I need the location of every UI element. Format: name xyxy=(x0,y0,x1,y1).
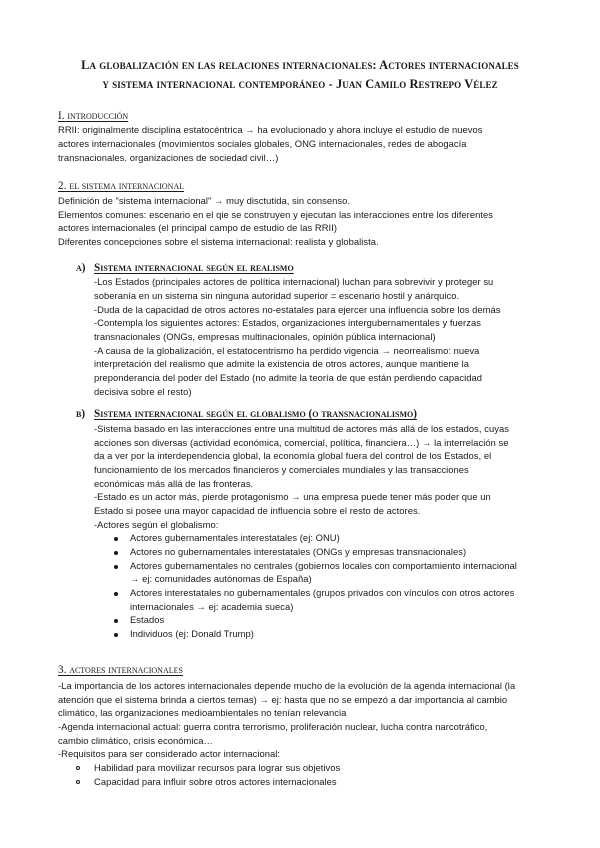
text-line: transnacionales. organizaciones de sociedad civil…) xyxy=(58,152,279,163)
list-item: Capacidad para influir sobre otros actores internacionales xyxy=(94,776,337,787)
text-line: -Requisitos para ser considerado actor internacional: xyxy=(58,748,281,759)
title-line-1: La globalización en las relaciones internacionales: Actores internacionales xyxy=(81,58,519,72)
list-item-continuation: internacionales → ej: academia sueca) xyxy=(130,601,294,612)
subsection-a-label: a) xyxy=(76,262,86,274)
bullet-icon xyxy=(114,633,118,637)
text-line: RRII: originalmente disciplina estatocéntrica → ha evolucionado y ahora incluye el estudio de nuevos xyxy=(58,124,483,135)
text-line: -Agenda internacional actual: guerra contra terrorismo, proliferación nuclear, lucha contra narcotráfico, xyxy=(58,721,488,732)
bullet-icon xyxy=(114,619,118,623)
subsection-b-title: Sistema internacional según el globalismo (o transnacionalismo) xyxy=(94,408,417,420)
text-line: interpretación del realismo que admite la existencia de otros actores, aunque mantiene la xyxy=(94,358,469,369)
text-line: da a ver por la interdependencia global, la economía global fuera del control de los Estados, el xyxy=(94,450,492,461)
text-line: transnacionales (ONGs, empresas multinacionales, opinión pública internacional) xyxy=(94,331,436,342)
text-line: actores internacionales (el principal campo de estudio de las RRII) xyxy=(58,222,338,233)
bullet-icon xyxy=(114,565,118,569)
text-line: -Actores según el globalismo: xyxy=(94,519,219,530)
bullet-icon xyxy=(114,537,118,541)
list-item-continuation: → ej: comunidades autónomas de España) xyxy=(130,573,312,584)
bullet-icon xyxy=(114,592,118,596)
text-line: Elementos comunes: escenario en el qie se construyen y ejecutan las interacciones entre los diferentes xyxy=(58,209,494,220)
text-line: -Contempla los siguientes actores: Estados, organizaciones intergubernamentales y fuerzas xyxy=(94,317,481,328)
text-line: cambio climático, crisis económica… xyxy=(58,735,213,746)
text-line: -Los Estados (principales actores de política internacional) luchan para sobrevivir y proteger su xyxy=(94,276,494,287)
text-line: Estado si posee una mayor capacidad de influencia sobre el resto de actores. xyxy=(94,505,421,516)
text-line: -Sistema basado en las interacciones entre una multitud de actores más allá de los estados, cuyas xyxy=(94,423,509,434)
text-line: -La importancia de los actores internacionales depende mucho de la evolución de la agenda internacional (la xyxy=(58,680,516,691)
text-line: -A causa de la globalización, el estatocentrismo ha perdido vigencia → neorrealismo: nueva xyxy=(94,345,480,356)
text-line: actores internacionales (movimientos sociales globales, ONG internacionales, redes de abogacía xyxy=(58,138,467,149)
section-2-heading: 2. el sistema internacional xyxy=(58,180,185,192)
text-line: soberanía en un sistema sin ninguna autoridad superior = escenario hostil y anárquico. xyxy=(94,290,460,301)
list-item: Actores no gubernamentales interestatales (ONGs y empresas transnacionales) xyxy=(130,546,467,557)
text-line: Definición de "sistema internacional" → muy disctutida, sin consenso. xyxy=(58,195,351,206)
text-line: -Estado es un actor más, pierde protagonismo → una empresa puede tener más poder que un xyxy=(94,491,491,502)
hollow-bullet-icon xyxy=(76,780,80,784)
subsection-a-title: Sistema internacional según el realismo xyxy=(94,262,294,274)
list-item: Actores interestatales no gubernamentales (grupos privados con vínculos con otros actores xyxy=(130,587,515,598)
text-line: económicas más allá de las fronteras. xyxy=(94,478,254,489)
text-line: climático, las organizaciones medioambientales no tenían relevancia xyxy=(58,707,347,718)
list-item: Actores gubernamentales interestatales (ej: ONU) xyxy=(130,532,340,543)
subsection-b-heading xyxy=(76,408,417,420)
list-item: Individuos (ej: Donald Trump) xyxy=(130,628,254,639)
text-line: atención que el sistema brinda a ciertos temas) → ej: hasta que no se empezó a dar importancia al cambio xyxy=(58,694,508,705)
list-item: Actores gubernamentales no centrales (gobiernos locales con comportamiento internacional xyxy=(130,560,517,571)
text-line: -Duda de la capacidad de otros actores no-estatales para ejercer una influencia sobre los demás xyxy=(94,304,501,315)
text-line: funcionamiento de los mercados financieros y comerciales mundiales y las transacciones xyxy=(94,464,469,475)
bullet-icon xyxy=(114,551,118,555)
list-item: Estados xyxy=(130,614,165,625)
text-line: acciones son diversas (actividad económica, comercial, política, financiera…) → la interrelación se xyxy=(94,437,509,448)
text-line: decisiva sobre el resto) xyxy=(94,386,192,397)
hollow-bullet-icon xyxy=(76,766,80,770)
text-line: Diferentes concepciones sobre el sistema internacional: realista y globalista. xyxy=(58,236,379,247)
list-item: Habilidad para movilizar recursos para lograr sus objetivos xyxy=(94,762,341,773)
document-title xyxy=(40,56,560,94)
text-line: preponderancia del poder del Estado (no admite la teoría de que están perdiendo capacidad xyxy=(94,372,483,383)
title-line-2: y sistema internacional contemporáneo - Juan Camilo Restrepo Vélez xyxy=(102,77,498,91)
subsection-a-heading xyxy=(76,262,294,274)
section-1-heading: I. introducción xyxy=(58,110,129,122)
subsection-b-label: b) xyxy=(76,408,86,420)
section-3-heading: 3. actores internacionales xyxy=(58,664,183,676)
